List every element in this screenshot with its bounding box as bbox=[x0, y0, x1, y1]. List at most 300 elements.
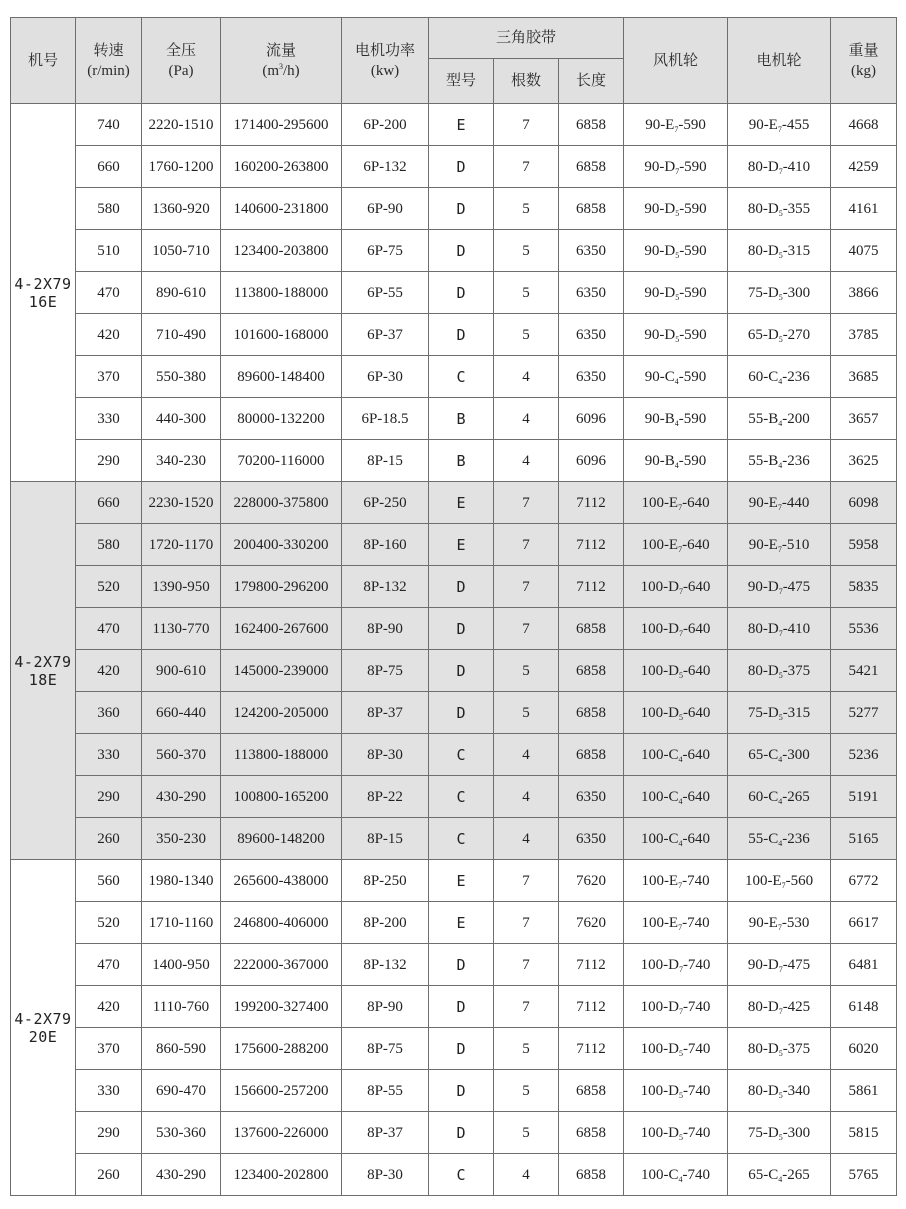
cell-motor-power: 8P-22 bbox=[342, 776, 429, 818]
cell-speed: 330 bbox=[76, 1070, 142, 1112]
cell-model-group bbox=[11, 482, 76, 860]
cell-belt-type: B bbox=[429, 440, 494, 482]
table-row bbox=[11, 776, 897, 818]
cell-motor-pulley: $90-E_7-510$ bbox=[728, 524, 831, 566]
cell-fan-pulley: $100-E_7-640$ bbox=[624, 524, 728, 566]
cell-fan-pulley: $90-D_7-590$ bbox=[624, 146, 728, 188]
header-flow: 流量 $(m^3/h)$ bbox=[221, 18, 342, 104]
cell-fan-pulley: $100-C_4-740$ bbox=[624, 1154, 728, 1196]
header-belt-length: 长度 bbox=[559, 59, 624, 104]
cell-flow: 145000-239000 bbox=[221, 650, 342, 692]
cell-pressure: 550-380 bbox=[142, 356, 221, 398]
cell-weight: 6098 bbox=[831, 482, 897, 524]
cell-motor-power: 6P-90 bbox=[342, 188, 429, 230]
cell-fan-pulley: $100-C_4-640$ bbox=[624, 776, 728, 818]
cell-belt-length: 6350 bbox=[559, 818, 624, 860]
cell-speed: 290 bbox=[76, 440, 142, 482]
cell-belt-length: 6858 bbox=[559, 650, 624, 692]
cell-motor-power: 8P-132 bbox=[342, 566, 429, 608]
cell-belt-type: B bbox=[429, 398, 494, 440]
cell-motor-power: 8P-55 bbox=[342, 1070, 429, 1112]
cell-weight: 5861 bbox=[831, 1070, 897, 1112]
table-row bbox=[11, 1154, 897, 1196]
table-body bbox=[11, 104, 897, 1196]
cell-motor-pulley: $80-D_5-375$ bbox=[728, 1028, 831, 1070]
cell-motor-pulley: $55-C_4-236$ bbox=[728, 818, 831, 860]
cell-pressure: 1710-1160 bbox=[142, 902, 221, 944]
cell-belt-length: 7112 bbox=[559, 944, 624, 986]
cell-belt-count: 5 bbox=[494, 1070, 559, 1112]
cell-motor-power: 8P-75 bbox=[342, 1028, 429, 1070]
cell-fan-pulley: $90-D_5-590$ bbox=[624, 230, 728, 272]
cell-pressure: 530-360 bbox=[142, 1112, 221, 1154]
table-row bbox=[11, 1112, 897, 1154]
cell-belt-type: C bbox=[429, 776, 494, 818]
table-row bbox=[11, 1028, 897, 1070]
table-row bbox=[11, 356, 897, 398]
cell-belt-length: 6858 bbox=[559, 104, 624, 146]
cell-flow: 89600-148400 bbox=[221, 356, 342, 398]
cell-belt-length: 6350 bbox=[559, 776, 624, 818]
cell-motor-power: 6P-132 bbox=[342, 146, 429, 188]
model-line-2: 18E bbox=[28, 670, 58, 689]
table-row bbox=[11, 524, 897, 566]
cell-pressure: 1980-1340 bbox=[142, 860, 221, 902]
cell-belt-count: 7 bbox=[494, 902, 559, 944]
cell-fan-pulley: $100-D_7-740$ bbox=[624, 986, 728, 1028]
cell-fan-pulley: $100-E_7-740$ bbox=[624, 860, 728, 902]
cell-belt-count: 5 bbox=[494, 230, 559, 272]
cell-pressure: 430-290 bbox=[142, 1154, 221, 1196]
table-row bbox=[11, 440, 897, 482]
header-motor-power: 电机功率 (kw) bbox=[342, 18, 429, 104]
cell-motor-pulley: $80-D_5-315$ bbox=[728, 230, 831, 272]
cell-pressure: 350-230 bbox=[142, 818, 221, 860]
table-row bbox=[11, 986, 897, 1028]
cell-motor-power: 6P-37 bbox=[342, 314, 429, 356]
cell-belt-length: 7620 bbox=[559, 860, 624, 902]
cell-fan-pulley: $100-D_7-640$ bbox=[624, 608, 728, 650]
cell-pressure: 690-470 bbox=[142, 1070, 221, 1112]
cell-flow: 113800-188000 bbox=[221, 272, 342, 314]
cell-belt-length: 6350 bbox=[559, 272, 624, 314]
cell-flow: 199200-327400 bbox=[221, 986, 342, 1028]
cell-pressure: 1720-1170 bbox=[142, 524, 221, 566]
cell-fan-pulley: $90-E_7-590$ bbox=[624, 104, 728, 146]
cell-speed: 580 bbox=[76, 524, 142, 566]
cell-pressure: 440-300 bbox=[142, 398, 221, 440]
cell-belt-type: D bbox=[429, 314, 494, 356]
cell-belt-type: E bbox=[429, 104, 494, 146]
cell-model-group bbox=[11, 104, 76, 482]
cell-speed: 520 bbox=[76, 566, 142, 608]
cell-weight: 4075 bbox=[831, 230, 897, 272]
cell-flow: 123400-202800 bbox=[221, 1154, 342, 1196]
cell-speed: 260 bbox=[76, 1154, 142, 1196]
cell-belt-count: 7 bbox=[494, 524, 559, 566]
cell-motor-pulley: $65-C_4-300$ bbox=[728, 734, 831, 776]
cell-speed: 660 bbox=[76, 482, 142, 524]
cell-flow: 80000-132200 bbox=[221, 398, 342, 440]
cell-belt-type: D bbox=[429, 650, 494, 692]
cell-model-group bbox=[11, 860, 76, 1196]
cell-belt-length: 7620 bbox=[559, 902, 624, 944]
cell-weight: 6481 bbox=[831, 944, 897, 986]
cell-pressure: 2230-1520 bbox=[142, 482, 221, 524]
cell-fan-pulley: $100-E_7-740$ bbox=[624, 902, 728, 944]
cell-pressure: 1390-950 bbox=[142, 566, 221, 608]
cell-weight: 5536 bbox=[831, 608, 897, 650]
cell-belt-count: 7 bbox=[494, 944, 559, 986]
cell-motor-power: 6P-200 bbox=[342, 104, 429, 146]
cell-belt-count: 5 bbox=[494, 1028, 559, 1070]
model-line-1: 4-2X79 bbox=[14, 1009, 72, 1028]
cell-flow: 171400-295600 bbox=[221, 104, 342, 146]
cell-belt-count: 7 bbox=[494, 104, 559, 146]
cell-belt-count: 7 bbox=[494, 860, 559, 902]
cell-motor-pulley: $75-D_5-300$ bbox=[728, 1112, 831, 1154]
cell-weight: 6148 bbox=[831, 986, 897, 1028]
cell-belt-type: C bbox=[429, 818, 494, 860]
cell-belt-count: 7 bbox=[494, 986, 559, 1028]
cell-weight: 6772 bbox=[831, 860, 897, 902]
cell-flow: 100800-165200 bbox=[221, 776, 342, 818]
cell-pressure: 340-230 bbox=[142, 440, 221, 482]
cell-motor-power: 8P-37 bbox=[342, 1112, 429, 1154]
cell-belt-count: 5 bbox=[494, 188, 559, 230]
cell-belt-count: 5 bbox=[494, 1112, 559, 1154]
cell-motor-power: 6P-18.5 bbox=[342, 398, 429, 440]
cell-flow: 179800-296200 bbox=[221, 566, 342, 608]
cell-flow: 123400-203800 bbox=[221, 230, 342, 272]
cell-speed: 360 bbox=[76, 692, 142, 734]
cell-belt-length: 6858 bbox=[559, 692, 624, 734]
cell-belt-count: 4 bbox=[494, 398, 559, 440]
cell-fan-pulley: $90-D_5-590$ bbox=[624, 314, 728, 356]
table-row bbox=[11, 566, 897, 608]
cell-motor-pulley: $90-D_7-475$ bbox=[728, 944, 831, 986]
cell-flow: 162400-267600 bbox=[221, 608, 342, 650]
model-line-1: 4-2X79 bbox=[14, 652, 72, 671]
cell-belt-length: 6858 bbox=[559, 1112, 624, 1154]
cell-belt-count: 4 bbox=[494, 1154, 559, 1196]
cell-belt-count: 7 bbox=[494, 146, 559, 188]
cell-motor-pulley: $90-E_7-455$ bbox=[728, 104, 831, 146]
cell-motor-pulley: $55-B_4-236$ bbox=[728, 440, 831, 482]
cell-belt-length: 6858 bbox=[559, 734, 624, 776]
cell-speed: 580 bbox=[76, 188, 142, 230]
cell-speed: 420 bbox=[76, 650, 142, 692]
cell-belt-length: 7112 bbox=[559, 1028, 624, 1070]
table-header bbox=[11, 18, 897, 104]
cell-fan-pulley: $90-D_5-590$ bbox=[624, 188, 728, 230]
header-pressure: 全压 (Pa) bbox=[142, 18, 221, 104]
header-pressure-unit: (Pa) bbox=[168, 62, 194, 79]
cell-flow: 70200-116000 bbox=[221, 440, 342, 482]
cell-belt-type: C bbox=[429, 1154, 494, 1196]
header-motor-power-unit: (kw) bbox=[370, 62, 400, 79]
cell-motor-pulley: $60-C_4-236$ bbox=[728, 356, 831, 398]
cell-fan-pulley: $100-D_5-740$ bbox=[624, 1070, 728, 1112]
cell-motor-pulley: $80-D_7-410$ bbox=[728, 146, 831, 188]
cell-fan-pulley: $100-D_5-740$ bbox=[624, 1028, 728, 1070]
cell-weight: 5835 bbox=[831, 566, 897, 608]
cell-speed: 330 bbox=[76, 398, 142, 440]
table-row bbox=[11, 902, 897, 944]
cell-pressure: 890-610 bbox=[142, 272, 221, 314]
cell-motor-power: 8P-132 bbox=[342, 944, 429, 986]
cell-fan-pulley: $100-D_7-640$ bbox=[624, 566, 728, 608]
table-row bbox=[11, 146, 897, 188]
header-model: 机号 bbox=[11, 18, 76, 104]
cell-pressure: 860-590 bbox=[142, 1028, 221, 1070]
cell-speed: 370 bbox=[76, 356, 142, 398]
cell-motor-power: 6P-30 bbox=[342, 356, 429, 398]
cell-speed: 660 bbox=[76, 146, 142, 188]
cell-speed: 370 bbox=[76, 1028, 142, 1070]
table-row bbox=[11, 1070, 897, 1112]
header-speed: 转速 (r/min) bbox=[76, 18, 142, 104]
cell-belt-type: E bbox=[429, 482, 494, 524]
cell-belt-count: 4 bbox=[494, 818, 559, 860]
cell-belt-length: 6350 bbox=[559, 314, 624, 356]
cell-motor-pulley: $65-D_5-270$ bbox=[728, 314, 831, 356]
cell-belt-type: D bbox=[429, 986, 494, 1028]
cell-pressure: 1360-920 bbox=[142, 188, 221, 230]
cell-flow: 89600-148200 bbox=[221, 818, 342, 860]
cell-weight: 3625 bbox=[831, 440, 897, 482]
model-line-2: 20E bbox=[28, 1027, 58, 1046]
table-row bbox=[11, 188, 897, 230]
cell-belt-length: 6350 bbox=[559, 230, 624, 272]
cell-motor-power: 6P-55 bbox=[342, 272, 429, 314]
cell-motor-power: 8P-75 bbox=[342, 650, 429, 692]
table-row bbox=[11, 482, 897, 524]
cell-motor-power: 8P-90 bbox=[342, 608, 429, 650]
cell-motor-pulley: $80-D_5-340$ bbox=[728, 1070, 831, 1112]
cell-speed: 290 bbox=[76, 1112, 142, 1154]
cell-motor-power: 8P-15 bbox=[342, 818, 429, 860]
cell-fan-pulley: $90-B_4-590$ bbox=[624, 398, 728, 440]
table-row bbox=[11, 314, 897, 356]
cell-flow: 124200-205000 bbox=[221, 692, 342, 734]
cell-fan-pulley: $100-D_5-740$ bbox=[624, 1112, 728, 1154]
cell-motor-pulley: $60-C_4-265$ bbox=[728, 776, 831, 818]
header-fan-pulley: 风机轮 bbox=[624, 18, 728, 104]
cell-weight: 5421 bbox=[831, 650, 897, 692]
cell-motor-pulley: $100-E_7-560$ bbox=[728, 860, 831, 902]
cell-weight: 5165 bbox=[831, 818, 897, 860]
cell-belt-length: 7112 bbox=[559, 524, 624, 566]
table-row bbox=[11, 734, 897, 776]
cell-flow: 200400-330200 bbox=[221, 524, 342, 566]
cell-weight: 5765 bbox=[831, 1154, 897, 1196]
cell-weight: 6617 bbox=[831, 902, 897, 944]
cell-motor-pulley: $90-E_7-530$ bbox=[728, 902, 831, 944]
cell-motor-pulley: $90-E_7-440$ bbox=[728, 482, 831, 524]
cell-speed: 510 bbox=[76, 230, 142, 272]
cell-fan-pulley: $90-C_4-590$ bbox=[624, 356, 728, 398]
model-line-2: 16E bbox=[28, 292, 58, 311]
cell-speed: 560 bbox=[76, 860, 142, 902]
cell-belt-length: 6858 bbox=[559, 1070, 624, 1112]
cell-pressure: 1760-1200 bbox=[142, 146, 221, 188]
cell-weight: 4161 bbox=[831, 188, 897, 230]
cell-belt-count: 4 bbox=[494, 356, 559, 398]
header-belt-count: 根数 bbox=[494, 59, 559, 104]
cell-belt-count: 4 bbox=[494, 734, 559, 776]
table-row bbox=[11, 608, 897, 650]
cell-flow: 228000-375800 bbox=[221, 482, 342, 524]
table-row bbox=[11, 230, 897, 272]
cell-belt-length: 6350 bbox=[559, 356, 624, 398]
cell-speed: 470 bbox=[76, 608, 142, 650]
cell-belt-length: 7112 bbox=[559, 482, 624, 524]
table-row bbox=[11, 692, 897, 734]
cell-speed: 520 bbox=[76, 902, 142, 944]
cell-flow: 222000-367000 bbox=[221, 944, 342, 986]
cell-speed: 740 bbox=[76, 104, 142, 146]
cell-pressure: 2220-1510 bbox=[142, 104, 221, 146]
cell-belt-length: 6858 bbox=[559, 608, 624, 650]
cell-belt-type: D bbox=[429, 146, 494, 188]
cell-motor-pulley: $80-D_7-425$ bbox=[728, 986, 831, 1028]
cell-pressure: 900-610 bbox=[142, 650, 221, 692]
header-v-belt: 三角胶带 bbox=[429, 18, 624, 59]
cell-belt-type: E bbox=[429, 524, 494, 566]
cell-weight: 5277 bbox=[831, 692, 897, 734]
model-line-1: 4-2X79 bbox=[14, 274, 72, 293]
cell-weight: 3657 bbox=[831, 398, 897, 440]
cell-motor-power: 8P-30 bbox=[342, 734, 429, 776]
cell-speed: 420 bbox=[76, 314, 142, 356]
cell-belt-count: 4 bbox=[494, 440, 559, 482]
cell-fan-pulley: $100-C_4-640$ bbox=[624, 734, 728, 776]
cell-belt-length: 7112 bbox=[559, 986, 624, 1028]
cell-flow: 156600-257200 bbox=[221, 1070, 342, 1112]
cell-weight: 5236 bbox=[831, 734, 897, 776]
cell-belt-count: 7 bbox=[494, 608, 559, 650]
cell-weight: 3785 bbox=[831, 314, 897, 356]
cell-motor-power: 8P-90 bbox=[342, 986, 429, 1028]
table-row bbox=[11, 860, 897, 902]
cell-fan-pulley: $100-C_4-640$ bbox=[624, 818, 728, 860]
cell-weight: 3685 bbox=[831, 356, 897, 398]
table-row bbox=[11, 818, 897, 860]
cell-fan-pulley: $100-D_7-740$ bbox=[624, 944, 728, 986]
header-belt-type: 型号 bbox=[429, 59, 494, 104]
cell-motor-power: 8P-250 bbox=[342, 860, 429, 902]
cell-motor-power: 8P-30 bbox=[342, 1154, 429, 1196]
cell-motor-pulley: $65-C_4-265$ bbox=[728, 1154, 831, 1196]
cell-speed: 260 bbox=[76, 818, 142, 860]
cell-speed: 330 bbox=[76, 734, 142, 776]
cell-motor-pulley: $80-D_7-410$ bbox=[728, 608, 831, 650]
cell-speed: 470 bbox=[76, 272, 142, 314]
cell-belt-type: D bbox=[429, 272, 494, 314]
header-weight: 重量 (kg) bbox=[831, 18, 897, 104]
cell-belt-count: 5 bbox=[494, 272, 559, 314]
cell-belt-length: 6858 bbox=[559, 188, 624, 230]
cell-speed: 420 bbox=[76, 986, 142, 1028]
header-row-1 bbox=[11, 18, 897, 59]
cell-motor-power: 8P-160 bbox=[342, 524, 429, 566]
cell-belt-type: D bbox=[429, 608, 494, 650]
cell-belt-count: 4 bbox=[494, 776, 559, 818]
cell-motor-power: 6P-75 bbox=[342, 230, 429, 272]
cell-belt-count: 7 bbox=[494, 482, 559, 524]
cell-motor-pulley: $80-D_5-375$ bbox=[728, 650, 831, 692]
cell-pressure: 560-370 bbox=[142, 734, 221, 776]
cell-pressure: 710-490 bbox=[142, 314, 221, 356]
cell-motor-power: 6P-250 bbox=[342, 482, 429, 524]
cell-speed: 470 bbox=[76, 944, 142, 986]
cell-fan-pulley: $100-D_5-640$ bbox=[624, 692, 728, 734]
cell-weight: 5815 bbox=[831, 1112, 897, 1154]
cell-belt-type: C bbox=[429, 356, 494, 398]
cell-motor-pulley: $80-D_5-355$ bbox=[728, 188, 831, 230]
cell-belt-count: 7 bbox=[494, 566, 559, 608]
cell-motor-power: 8P-37 bbox=[342, 692, 429, 734]
cell-motor-power: 8P-15 bbox=[342, 440, 429, 482]
cell-belt-type: D bbox=[429, 566, 494, 608]
cell-belt-count: 5 bbox=[494, 650, 559, 692]
cell-belt-type: D bbox=[429, 188, 494, 230]
cell-flow: 246800-406000 bbox=[221, 902, 342, 944]
cell-pressure: 430-290 bbox=[142, 776, 221, 818]
cell-motor-pulley: $75-D_5-300$ bbox=[728, 272, 831, 314]
header-motor-pulley: 电机轮 bbox=[728, 18, 831, 104]
cell-belt-count: 5 bbox=[494, 692, 559, 734]
cell-fan-pulley: $100-D_5-640$ bbox=[624, 650, 728, 692]
cell-belt-type: E bbox=[429, 902, 494, 944]
cell-belt-count: 5 bbox=[494, 314, 559, 356]
table-row bbox=[11, 944, 897, 986]
cell-flow: 113800-188000 bbox=[221, 734, 342, 776]
cell-flow: 265600-438000 bbox=[221, 860, 342, 902]
cell-belt-length: 6858 bbox=[559, 146, 624, 188]
cell-pressure: 1050-710 bbox=[142, 230, 221, 272]
cell-belt-type: D bbox=[429, 230, 494, 272]
cell-flow: 175600-288200 bbox=[221, 1028, 342, 1070]
cell-flow: 101600-168000 bbox=[221, 314, 342, 356]
table-row bbox=[11, 104, 897, 146]
cell-motor-power: 8P-200 bbox=[342, 902, 429, 944]
cell-motor-pulley: $75-D_5-315$ bbox=[728, 692, 831, 734]
fan-spec-table bbox=[10, 17, 897, 1196]
table-row bbox=[11, 398, 897, 440]
cell-flow: 140600-231800 bbox=[221, 188, 342, 230]
cell-belt-length: 6096 bbox=[559, 398, 624, 440]
cell-pressure: 1400-950 bbox=[142, 944, 221, 986]
cell-belt-type: D bbox=[429, 692, 494, 734]
cell-belt-length: 7112 bbox=[559, 566, 624, 608]
cell-weight: 4259 bbox=[831, 146, 897, 188]
cell-belt-type: E bbox=[429, 860, 494, 902]
cell-weight: 3866 bbox=[831, 272, 897, 314]
cell-belt-type: D bbox=[429, 1028, 494, 1070]
cell-weight: 5191 bbox=[831, 776, 897, 818]
cell-speed: 290 bbox=[76, 776, 142, 818]
cell-pressure: 1130-770 bbox=[142, 608, 221, 650]
cell-pressure: 660-440 bbox=[142, 692, 221, 734]
cell-weight: 4668 bbox=[831, 104, 897, 146]
table-row bbox=[11, 272, 897, 314]
header-weight-unit: (kg) bbox=[851, 62, 877, 79]
cell-belt-length: 6858 bbox=[559, 1154, 624, 1196]
cell-belt-type: D bbox=[429, 1070, 494, 1112]
cell-pressure: 1110-760 bbox=[142, 986, 221, 1028]
